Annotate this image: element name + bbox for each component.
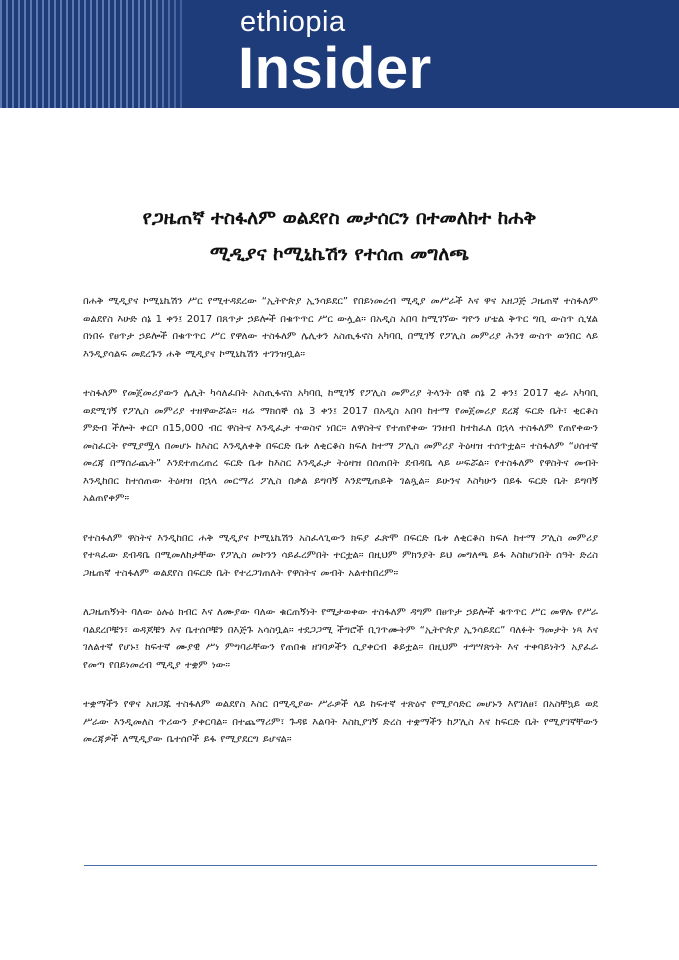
brand-name-large: Insider bbox=[238, 36, 432, 101]
footer-divider bbox=[84, 865, 597, 866]
brand-name-small: ethiopia bbox=[240, 6, 346, 38]
paragraph-1: በሐቅ ሚዲያና ኮሚኒኬሽን ሥር የሚተዳደረው “ኢትዮጵያ ኢንሳይደር” የበይነመረብ ሚዲያ መሥራች እና ዋና አዘጋጅ ጋዜጠኛ ተስፋለም ወልደየስ እሁድ ሰኔ 1 ቀን፤ 2017 በጸጥታ ኃይሎች በቁጥጥር ሥር ውሏል። በአዲስ አበባ ከሚገኘው ግዮን ሆቴል ቅጥር ግቢ ውስጥ ሲሄል በነበሩ የፀጥታ ኃይሎች በቁጥጥር ሥር የዋለው ተስፋለም ሌሊቱን አስጢፋኖስ አካባቢ በሚገኝ የፖሊስ መምሪያ ሕንፃ ውስጥ ወንበር ላይ እንዲያሳልፍ መደረጉን ሐቅ ሚዲያና ኮሚኒኬሽን ተገንዝቧል። bbox=[83, 296, 598, 360]
paragraph-3: የተስፋለም ዋስትና እንዲከበር ሐቅ ሚዲያና ኮሚኒኬሽን አስፈላጊውን ክፍያ ፈጽሞ በፍርድ ቤቱ ለቂርቆስ ክፍለ ከተማ ፖሊስ መምሪያ የተጻፈው ደብዳቤ በሚመለከታቸው የፖሊስ መኮንን ሳይፈረምበት ተርቷል። በዚህም ምክንያት ይህ መግለጫ ይፋ እስከሆነበት ሰዓት ድረስ ጋዜጠኛ ተስፋለም ወልደየስ በፍርድ ቤት የተረጋገጠለት የዋስትና መብት አልተከበረም። bbox=[83, 532, 598, 579]
stripes-fade bbox=[150, 0, 230, 108]
document-title bbox=[60, 200, 619, 272]
document-title-line-1: የጋዜጠኛ ተስፋለም ወልደየስ መታሰርን በተመለከተ ከሐቅ bbox=[142, 207, 537, 229]
paragraph-2: ተስፋለም የመጀመሪያውን ሌሊት ካሳለፈበት አስጢፋኖስ አካባቢ ከሚገኝ የፖሊስ መምሪያ ትላንት ሰኞ ሰኔ 2 ቀን፤ 2017 ቂራ አካባቢ ወደሚገኝ የፖሊስ መምሪያ ተዘዋውሯል። ዛሬ ማክሰኞ ሰኔ 3 ቀን፤ 2017 በአዲስ አበባ ከተማ የመጀመሪያ ደረጃ ፍርድ ቤት፣ ቂርቆስ ምድብ ችሎት ቀርቦ በ15,000 ብር ዋስትና እንዲፈታ ተወስኖ ነበር። ለዋስትና የተጠየቀው ገንዘብ ከተከፈለ በኋላ ተስፋለም የጠየቀውን መስፈርት የሚያሟላ በመሆኑ ከእስር እንዲለቀቅ በፍርድ ቤቱ ለቂርቆስ ክፍለ ከተማ ፖሊስ መምሪያ ትዕዛዝ ተሰጥቷል። ተስፋለም “ሀሰተኛ መረጃ በማሰራጨት” እንደተጠረጠረ ፍርድ ቤቱ ከእስር እንዲፈታ ትዕዛዝ በሰጠበት ደብዳቤ ላይ ሠፍሯል። የተስፋለም የዋስትና መብት እንዲከበር ከተሰጠው ትዕዛዝ በኋላ መርማሪ ፖሊስ በቃል ይግባኝ እንደሚጠይቅ ገልጿል። ይሁንና እስካሁን በይፋ ፍርድ ቤት ይግባኝ አልጠየቀም። bbox=[83, 388, 598, 504]
paragraph-5: ተቋማችን የዋና አዘጋጁ ተስፋለም ወልደየስ እስር በሚዲያው ሥራዎች ላይ ከፍተኛ ተጽዕኖ የሚያሳድር መሆኑን እየገለፀ፣ በአስቸኳይ ወደ ሥራው እንዲመለስ ጥሪውን ያቀርባል። በተጨማሪም፣ ጉዳዩ እልባት እስኪያገኝ ድረስ ተቋማችን ከፖሊስ እና ከፍርድ ቤት የሚያገኛቸውን መረጃዎች ለሚዲያው ቤተሰቦች ይፋ የሚያደርግ ይሆናል። bbox=[83, 699, 598, 745]
document-title-line-2: ሚዲያና ኮሚኒኬሽን የተሰጠ መግለጫ bbox=[209, 243, 470, 265]
statement-body bbox=[83, 293, 598, 771]
masthead-banner bbox=[0, 0, 679, 108]
paragraph-4: ለጋዜጠኝነት ባለው ዕሉዕ ክብር እና ለሙያው ባለው ቁርጠኝነት የሚታወቀው ተስፋለም ዳግም በፀጥታ ኃይሎች ቁጥጥር ሥር መዋሉ የሥራ ባልደረቦቹን፣ ወዳጆቹን እና ቤተሰቦቹን በእጅጉ አሳስቧል። ተደጋጋሚ ችግሮች ቢገጥሙትም “ኢትዮጵያ ኢንሳይደር” ባለፉት ዓመታት ነጻ እና ገለልተኛ የሆኑ፤ ከፍተኛ ሙያዊ ሥነ ምግባራቸውን የጠበቁ ዘገባዎችን ሲያቀርብ ቆይቷል። በዚህም ተግሣጽነት እና ተቀባይነትን አያፈራ የመጣ የበይነመረብ ሚዲያ ተቋም ነው። bbox=[83, 607, 598, 671]
